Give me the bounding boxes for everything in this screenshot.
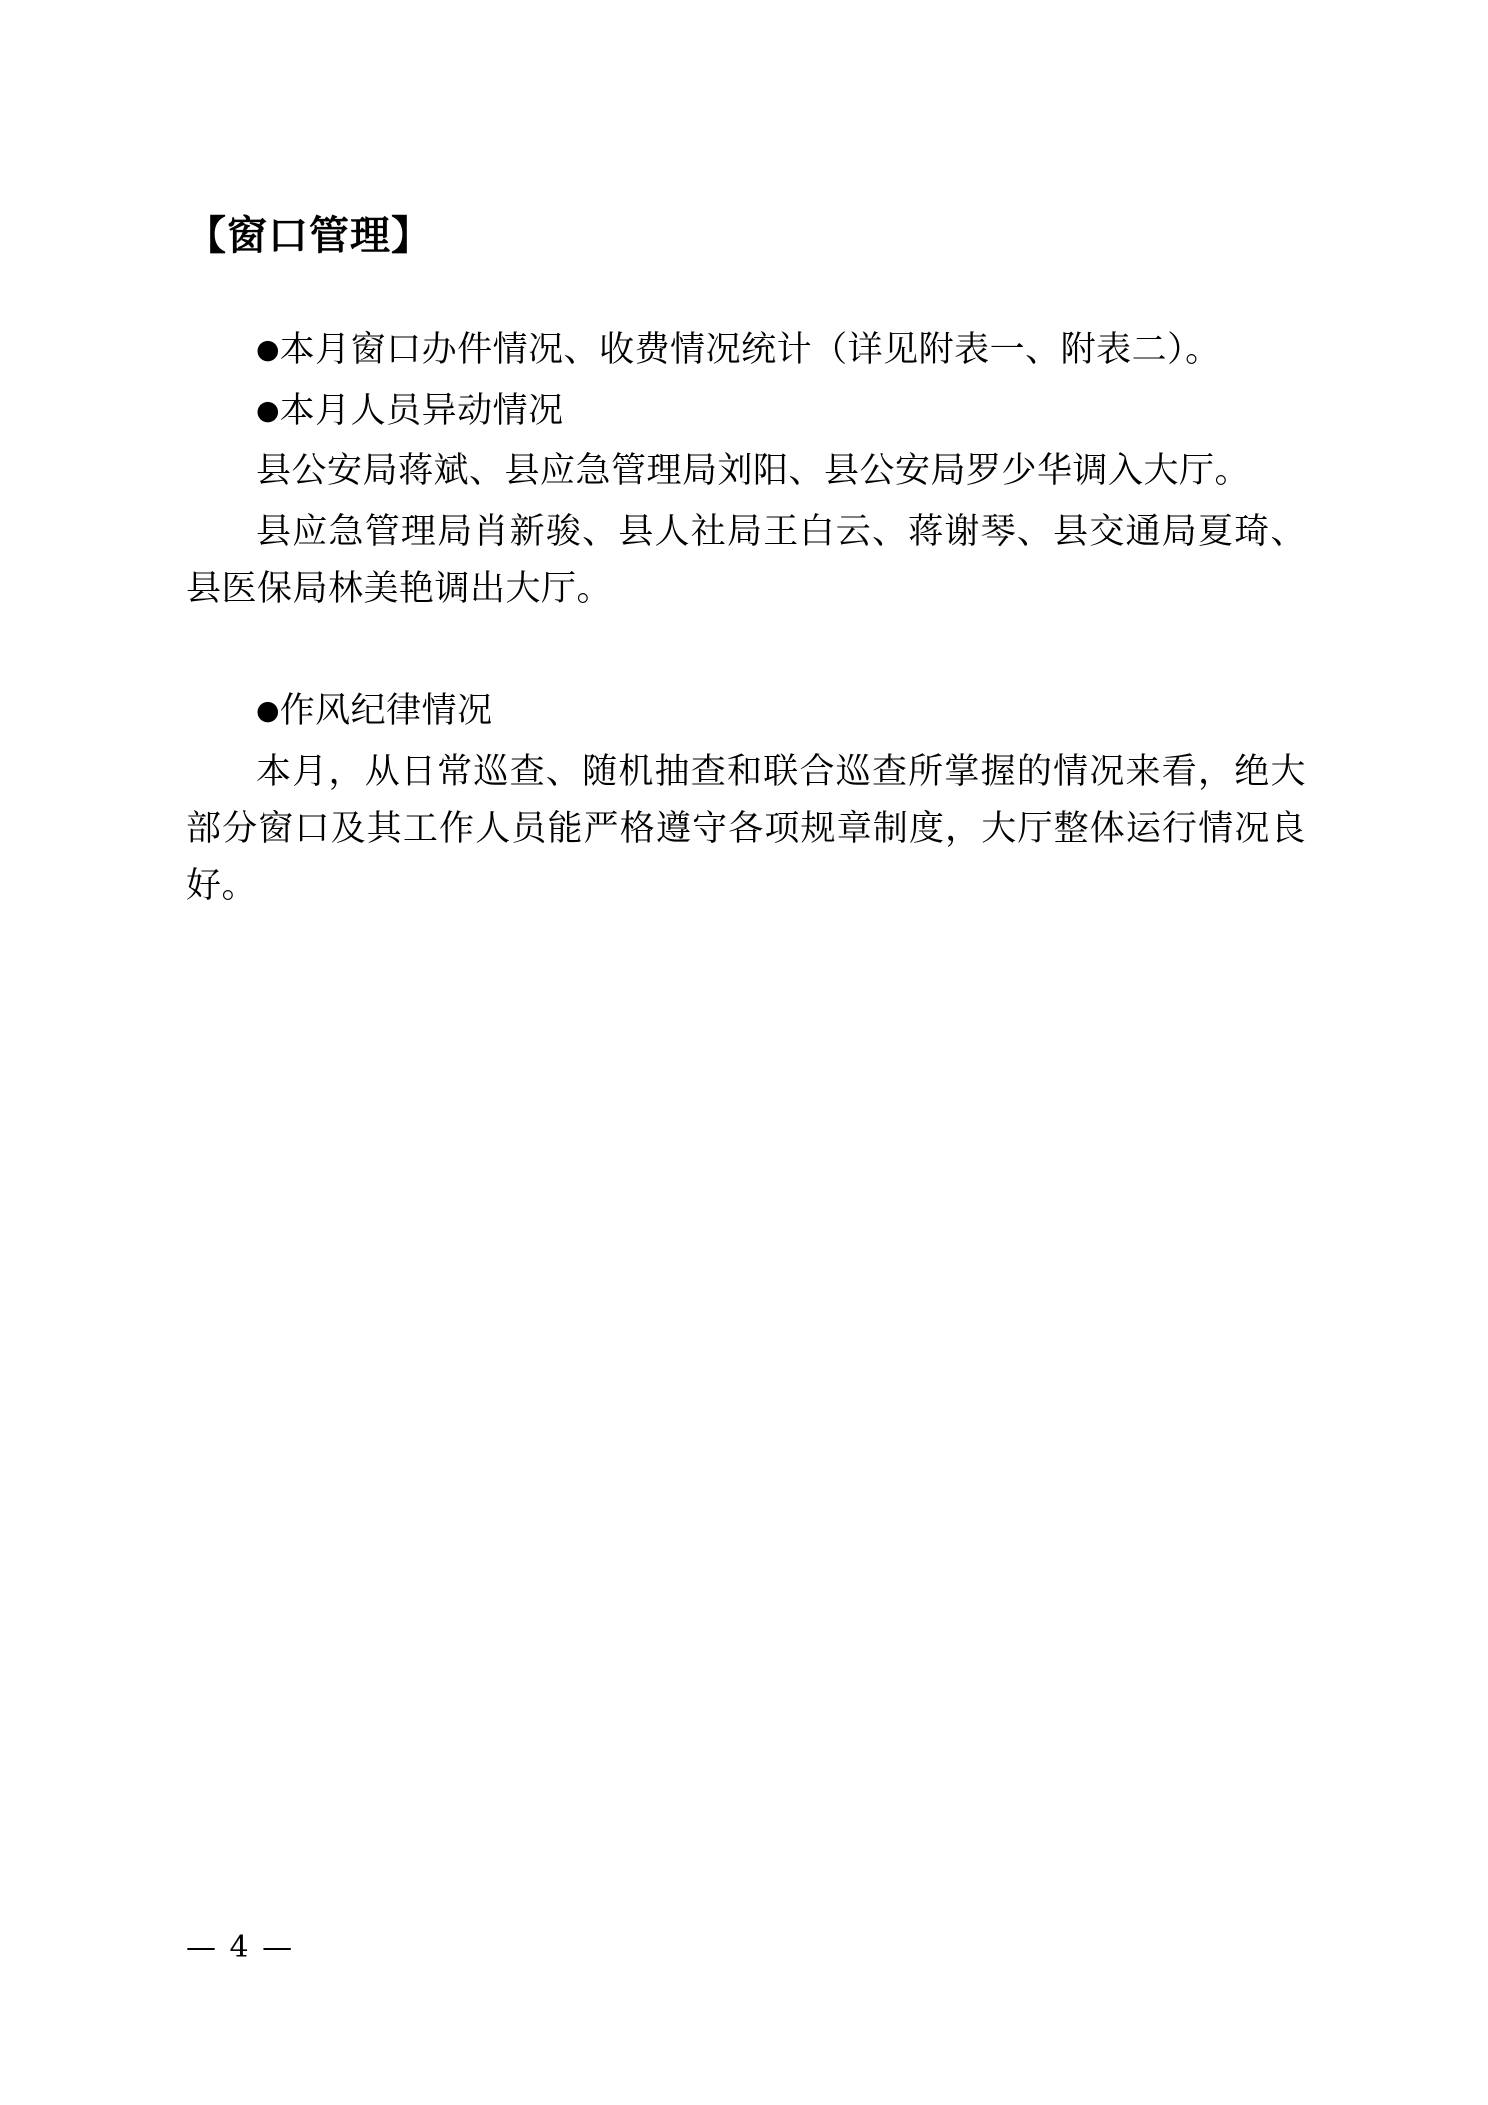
bullet-item (186, 683, 1306, 740)
bullet-dot-icon: ● (256, 334, 280, 365)
document-body (186, 212, 1306, 918)
paragraph: 本月，从日常巡查、随机抽查和联合巡查所掌握的情况来看，绝大部分窗口及其工作人员能严格遵守各项规章制度，大厅整体运行情况良好。 (186, 752, 1306, 906)
bullet-item-text: 本月人员异动情况 (279, 390, 564, 431)
bullet-item-text: 作风纪律情况 (279, 691, 493, 732)
paragraph: 县公安局蒋斌、县应急管理局刘阳、县公安局罗少华调入大厅。 (256, 451, 1251, 492)
paragraph-spacer (186, 617, 1306, 683)
page-title: 【窗口管理】 (186, 212, 432, 259)
bullet-item (186, 383, 1306, 440)
bullet-dot-icon: ● (256, 695, 280, 727)
bullet-dot-icon: ● (256, 394, 280, 426)
bullet-item (186, 322, 1306, 379)
page-number: — 4 — (186, 1930, 295, 1965)
paragraph: 县应急管理局肖新骏、县人社局王白云、蒋谢琴、县交通局夏琦、县医保局林美艳调出大厅。 (186, 512, 1306, 609)
bullet-item-text: 本月窗口办件情况、收费情况统计（详见附表一、附表二）。 (279, 330, 1221, 370)
